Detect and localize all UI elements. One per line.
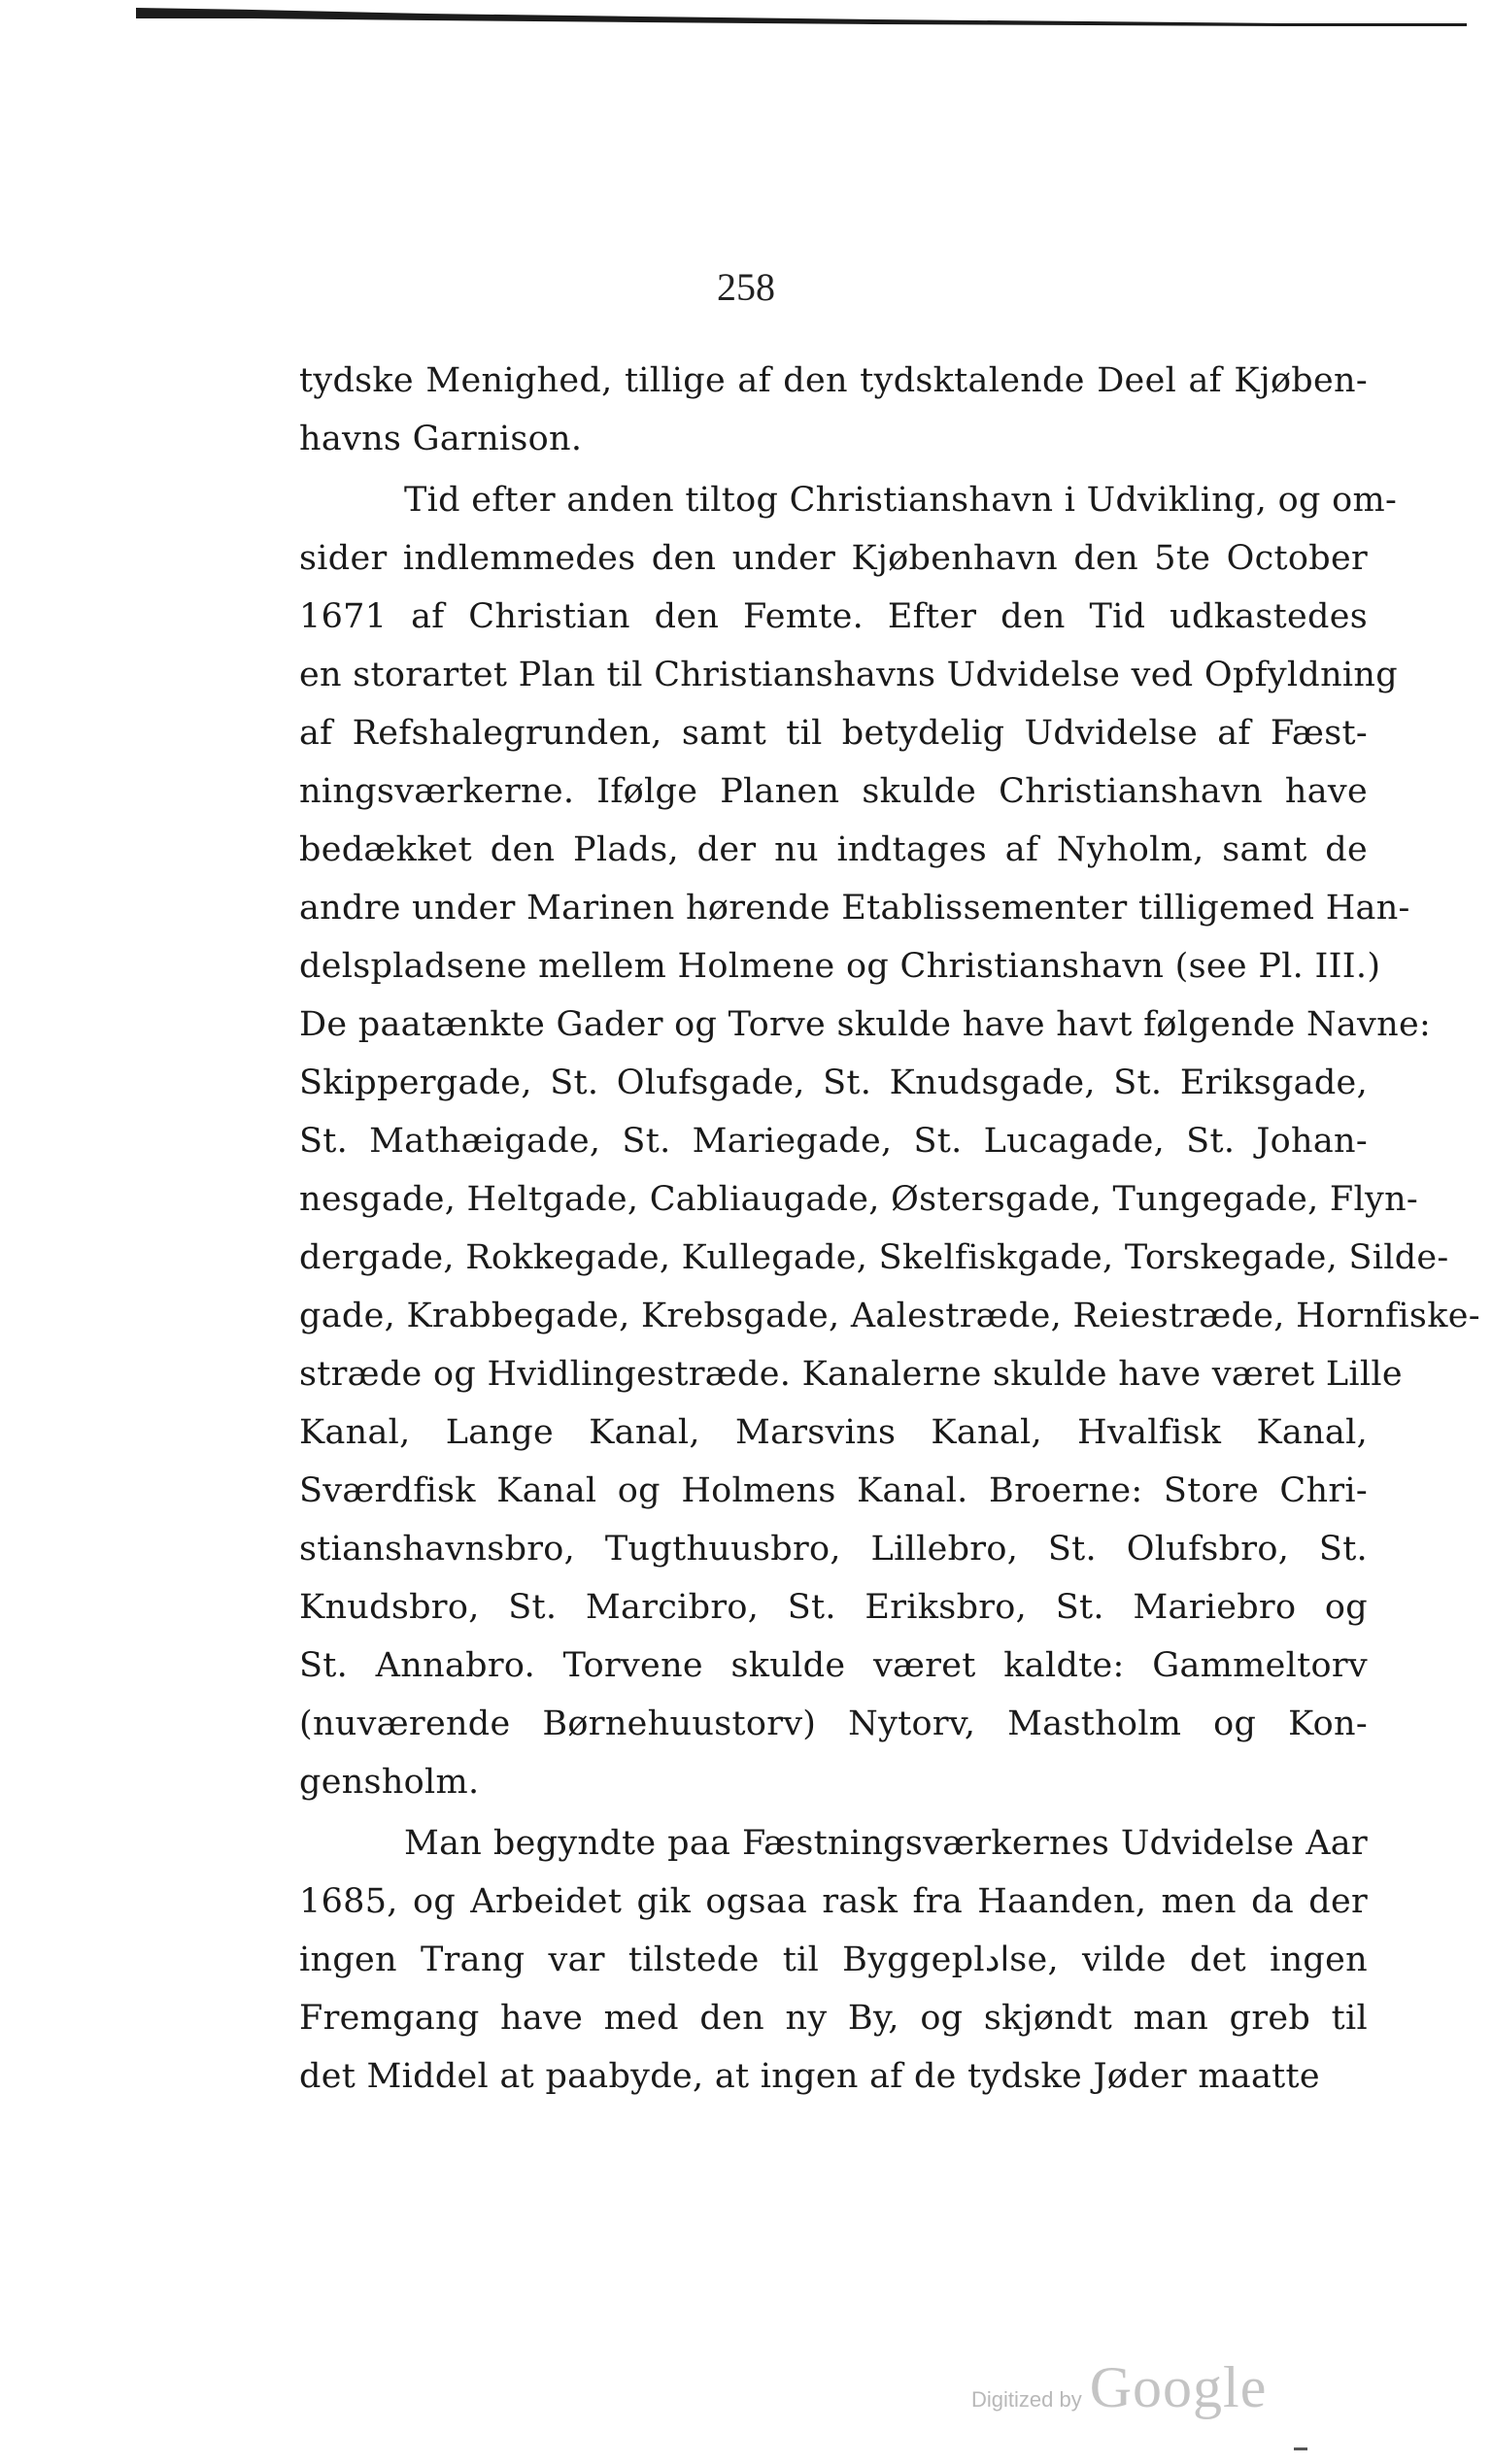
text-line: det Middel at paabyde, at ingen af de tydske Jøder maatte <box>299 2057 1320 2096</box>
text-line: St. Mathæigade, St. Mariegade, St. Lucagade, St. Johan- <box>299 1122 1368 1161</box>
text-line: tydske Menighed, tillige af den tydsktalende Deel af Kjøben- <box>299 361 1368 400</box>
text-line: en storartet Plan til Christianshavns Udvidelse ved Opfyldning <box>299 656 1398 694</box>
text-line: De paatænkte Gader og Torve skulde have havt følgende Navne: <box>299 1005 1432 1044</box>
text-line: 1671 af Christian den Femte. Efter den Tid udkastedes <box>299 597 1368 636</box>
text-line: andre under Marinen hørende Etablissementer tilligemed Han- <box>299 889 1410 928</box>
text-line: bedækket den Plads, der nu indtages af Nyholm, samt de <box>299 830 1368 869</box>
text-line: ingen Trang var tilstede til Byggeplادse, vilde det ingen <box>299 1941 1368 1979</box>
text-line: stianshavnsbro, Tugthuusbro, Lillebro, St. Olufsbro, St. <box>299 1530 1368 1569</box>
text-line: Sværdfisk Kanal og Holmens Kanal. Broerne: Store Chri- <box>299 1471 1368 1510</box>
page-number: 258 <box>717 265 775 309</box>
watermark-prefix: Digitized by <box>971 2387 1082 2412</box>
text-line: Knudsbro, St. Marcibro, St. Eriksbro, St. Mariebro og <box>299 1588 1368 1627</box>
text-line: dergade, Rokkegade, Kullegade, Skelfiskgade, Torskegade, Silde- <box>299 1238 1449 1277</box>
text-line: ningsværkerne. Ifølge Planen skulde Christianshavn have <box>299 772 1368 811</box>
page-body-text <box>299 352 1480 2106</box>
google-logo: Google <box>1089 2355 1268 2419</box>
top-edge-rule <box>136 2 1467 29</box>
text-line: Man begyndte paa Fæstningsværkernes Udvidelse Aar <box>404 1824 1368 1863</box>
text-line: delspladsene mellem Holmene og Christianshavn (see Pl. III.) <box>299 947 1381 986</box>
text-line: gensholm. <box>299 1763 480 1802</box>
text-line: (nuværende Børnehuustorv) Nytorv, Mastholm og Kon- <box>299 1705 1368 1743</box>
text-line: Fremgang have med den ny By, og skjøndt man greb til <box>299 1999 1368 2038</box>
text-line: af Refshalegrunden, samt til betydelig Udvidelse af Fæst- <box>299 714 1368 753</box>
text-line: Tid efter anden tiltog Christianshavn i Udvikling, og om- <box>404 481 1398 520</box>
paragraph <box>299 1814 1368 2106</box>
text-line: Skippergade, St. Olufsgade, St. Knudsgade, St. Eriksgade, <box>299 1063 1368 1102</box>
text-line: Kanal, Lange Kanal, Marsvins Kanal, Hvalfisk Kanal, <box>299 1413 1368 1452</box>
text-line: nesgade, Heltgade, Cabliaugade, Østersgade, Tungegade, Flyn- <box>299 1180 1419 1219</box>
text-line: sider indlemmedes den under Kjøbenhavn den 5te October <box>299 539 1368 578</box>
bottom-edge-mark <box>1294 2447 1307 2450</box>
text-line: 1685, og Arbeidet gik ogsaa rask fra Haanden, men da der <box>299 1882 1368 1921</box>
paragraph <box>299 471 1480 1811</box>
text-line: stræde og Hvidlingestræde. Kanalerne skulde have været Lille <box>299 1355 1403 1394</box>
text-line: gade, Krabbegade, Krebsgade, Aalestræde, Reiestræde, Hornfiske- <box>299 1297 1480 1335</box>
paragraph <box>299 352 1368 468</box>
digitization-watermark <box>971 2354 1267 2421</box>
text-line: St. Annabro. Torvene skulde været kaldte: Gammeltorv <box>299 1646 1368 1685</box>
text-line: havns Garnison. <box>299 420 583 458</box>
